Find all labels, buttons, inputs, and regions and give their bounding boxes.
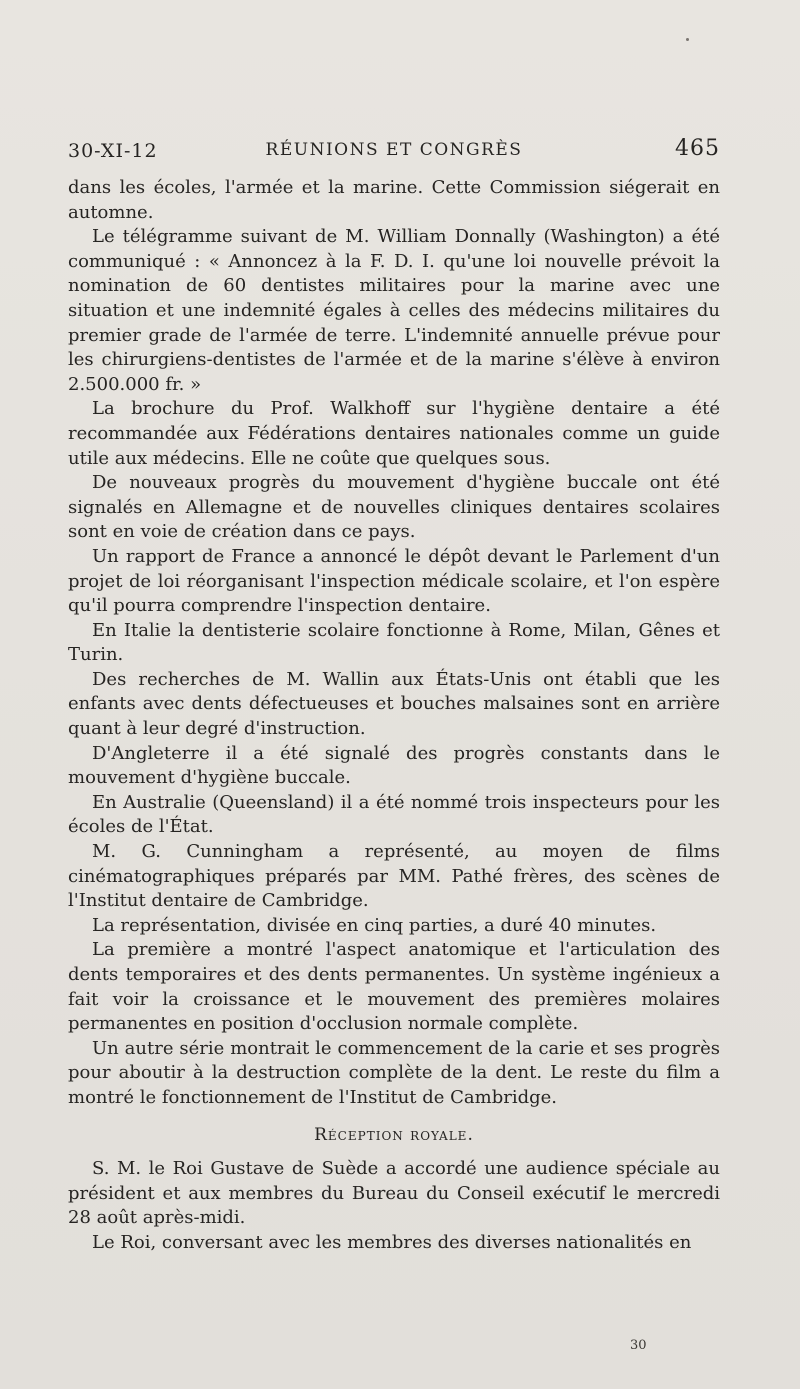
paragraph: Des recherches de M. Wallin aux États-Unis ont établi que les enfants avec dents défectueuses et bouches malsaines sont en arrière quant à leur degré d'instruction. bbox=[68, 668, 720, 740]
paragraph: La représentation, divisée en cinq parties, a duré 40 minutes. bbox=[92, 914, 657, 936]
body-text bbox=[68, 176, 720, 1256]
printer-signature: 30 bbox=[630, 1338, 647, 1353]
paragraph: La brochure du Prof. Walkhoff sur l'hygiène dentaire a été recommandée aux Fédérations dentaires nationales comme un guide utile aux médecins. Elle ne coûte que quelques sous. bbox=[68, 398, 720, 469]
section-heading: Réception royale. bbox=[314, 1124, 474, 1145]
running-header bbox=[68, 136, 720, 170]
paragraph: Le télégramme suivant de M. William Donnally (Washington) a été communiqué : « Annoncez à la F. D. I. qu'une loi nouvelle prévoit la nomination de 60 dentistes militaires pour la marine avec une situation et une indemnité égales à celles des médecins militaires du premier grade de l'armée de terre. L'indemnité annuelle prévue pour les chirurgiens-dentistes de l'armée et de la marine s'élève à environ 2.500.000 fr. » bbox=[68, 226, 720, 395]
paragraph: En Italie la dentisterie scolaire fonctionne à Rome, Milan, Gênes et Turin. bbox=[68, 619, 720, 666]
paragraph: Un rapport de France a annoncé le dépôt devant le Parlement d'un projet de loi réorganisant l'inspection médicale scolaire, et l'on espère qu'il pourra comprendre l'inspection dentaire. bbox=[68, 545, 720, 617]
paragraph: La première a montré l'aspect anatomique et l'articulation des dents temporaires et des dents permanentes. Un système ingénieux a fait voir la croissance et le mouvement des premières molaires permanentes en position d'occlusion normale complète. bbox=[68, 939, 720, 1035]
paragraph: S. M. le Roi Gustave de Suède a accordé une audience spéciale au président et aux membres du Bureau du Conseil exécutif le mercredi 28 août après-midi. bbox=[68, 1158, 720, 1229]
paragraph: Un autre série montrait le commencement de la carie et ses progrès pour aboutir à la destruction complète de la dent. Le reste du film a montré le fonctionnement de l'Institut de Cambridge. bbox=[68, 1037, 720, 1108]
paragraph: dans les écoles, l'armée et la marine. Cette Commission siégerait en automne. bbox=[68, 177, 720, 223]
paragraph: En Australie (Queensland) il a été nommé trois inspecteurs pour les écoles de l'État. bbox=[68, 791, 720, 838]
paragraph: De nouveaux progrès du mouvement d'hygiène buccale ont été signalés en Allemagne et de nouvelles cliniques dentaires scolaires sont en voie de création dans ce pays. bbox=[68, 472, 720, 543]
header-date: 30-XI-12 bbox=[68, 140, 158, 162]
running-title: RÉUNIONS ET CONGRÈS bbox=[265, 140, 523, 160]
paragraph: Le Roi, conversant avec les membres des diverses nationalités en bbox=[92, 1231, 692, 1253]
page-number: 465 bbox=[675, 136, 720, 161]
paper-speck bbox=[686, 38, 689, 41]
paragraph: M. G. Cunningham a représenté, au moyen de films cinématographiques préparés par MM. Pathé frères, des scènes de l'Institut dentaire de Cambridge. bbox=[68, 841, 720, 912]
paragraph: D'Angleterre il a été signalé des progrès constants dans le mouvement d'hygiène buccale. bbox=[68, 742, 720, 789]
